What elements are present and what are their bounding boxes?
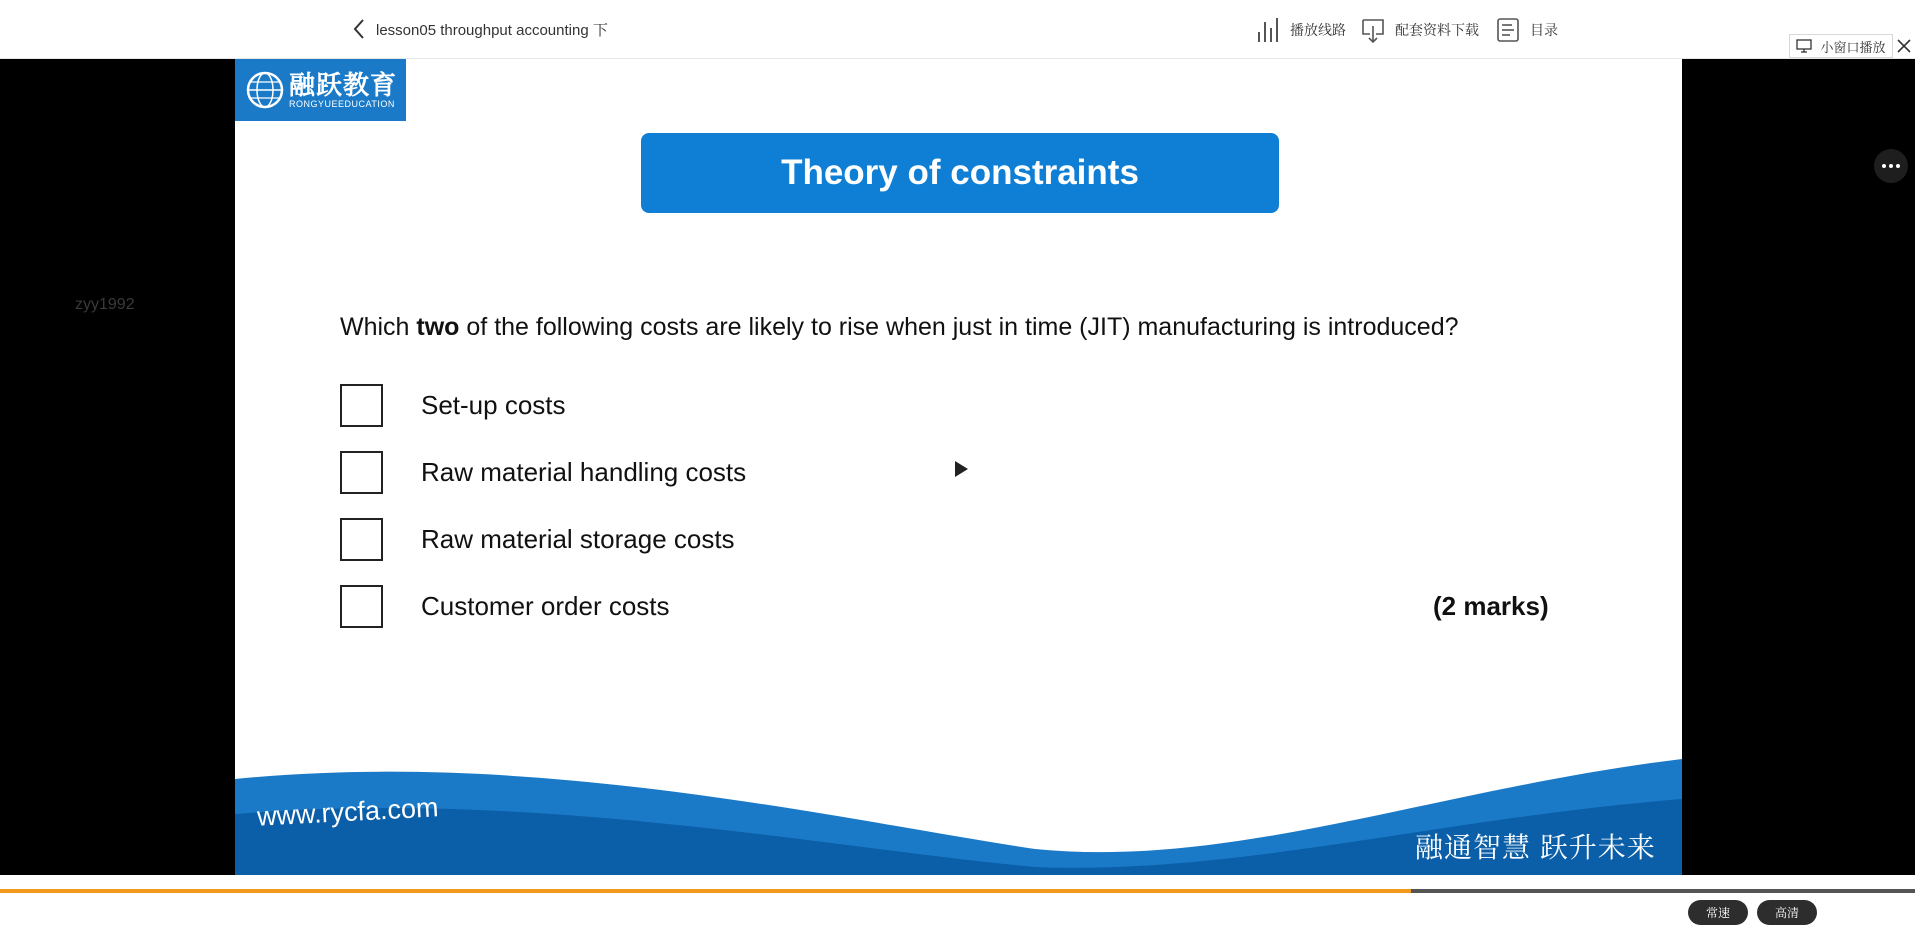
marks-label: (2 marks) [1433,591,1549,621]
speed-button[interactable]: 常速 [1688,900,1748,925]
player-controls [0,893,1915,934]
slide-title: Theory of constraints [641,133,1279,213]
playback-route-label: 播放线路 [1290,22,1346,38]
answer-option [340,383,1540,427]
answer-label: Raw material storage costs [421,523,735,554]
play-icon[interactable] [12,903,32,923]
answer-option [340,517,1540,561]
video-player[interactable] [0,59,1915,920]
catalog-button[interactable] [1496,16,1558,44]
signal-bars-icon [1256,16,1280,44]
lesson-title: lesson05 throughput accounting 下 [376,21,608,39]
logo-chinese-text: 融跃教育 [289,70,398,100]
volume-icon[interactable] [1840,902,1864,924]
answer-label: Raw material handling costs [421,456,747,487]
answer-option [340,450,1540,494]
brand-logo [235,59,406,121]
slide-slogan: 融通智慧 跃升未来 [1415,832,1656,863]
user-watermark: zyy1992 [75,296,135,313]
question-emphasis: two [416,313,460,341]
close-button[interactable] [1893,34,1915,58]
answer-label: Customer order costs [421,590,670,621]
mini-player-button[interactable] [1789,34,1893,58]
question-text [340,313,1600,342]
playback-route-button[interactable] [1256,16,1346,44]
center-play-icon[interactable] [951,459,971,479]
monitor-icon [1796,39,1812,53]
mini-player-label: 小窗口播放 [1820,39,1886,55]
chevron-left-icon [352,18,366,40]
answer-checkbox[interactable] [340,384,383,427]
answer-option [340,584,1540,628]
question-part-2: of the following costs are likely to rise when just in time (JIT) manufacturing is introduced? [459,313,1459,341]
slide-website: www.rycfa.com [256,792,440,832]
close-icon [1896,38,1912,54]
download-materials-button[interactable] [1361,16,1479,44]
catalog-label: 目录 [1530,22,1558,38]
logo-english-text: RONGYUEEDUCATION [289,99,395,109]
download-icon [1361,16,1385,44]
answer-checkbox[interactable] [340,585,383,628]
top-bar [0,0,1915,59]
download-materials-label: 配套资料下载 [1395,22,1479,38]
question-part-1: Which [340,313,417,341]
back-button[interactable] [352,16,608,42]
globe-logo-icon [245,70,285,110]
catalog-icon [1496,16,1520,44]
lecture-slide [235,59,1682,875]
answer-checkbox[interactable] [340,518,383,561]
time-display: 10:25 / 14:08 [54,905,126,919]
quality-button[interactable]: 高清 [1757,900,1817,925]
answer-checkbox[interactable] [340,451,383,494]
more-options-icon[interactable] [1873,148,1909,184]
answer-label: Set-up costs [421,389,566,420]
